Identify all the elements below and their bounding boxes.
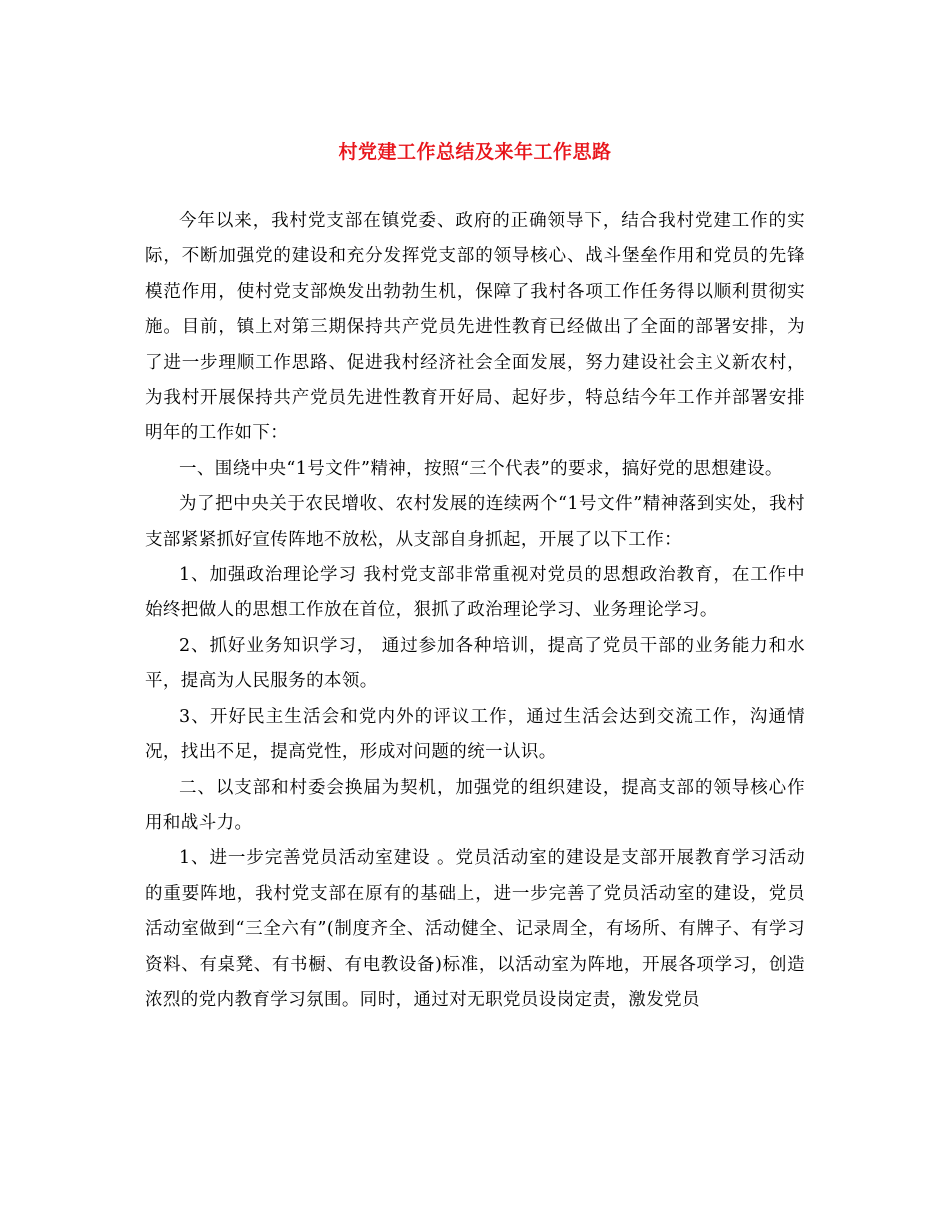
list-item: 1、加强政治理论学习 我村党支部非常重视对党员的思想政治教育，在工作中始终把做人的思想工作放在首位，狠抓了政治理论学习、业务理论学习。 bbox=[145, 565, 805, 621]
document-title: 村党建工作总结及来年工作思路 bbox=[338, 141, 612, 163]
list-item: 3、开好民主生活会和党内外的评议工作，通过生活会达到交流工作，沟通情况，找出不足，提高党性，形成对问题的统一认识。 bbox=[145, 706, 805, 763]
list-item: 1、进一步完善党员活动室建设 。党员活动室的建设是支部开展教育学习活动的重要阵地，我村党支部在原有的基础上，进一步完善了党员活动室的建设，党员活动室做到“三全六有”(制度齐全、活动健全、记录周全，有场所、有牌子、有学习资料、有桌凳、有书橱、有电教设备)标准，以活动室为阵地，开展各项学习，创造浓烈的党内教育学习氛围。同时，通过对无职党员设岗定责，激发党员 bbox=[145, 848, 805, 1010]
section-heading-2: 二、以支部和村委会换届为契机，加强党的组织建设，提高支部的领导核心作用和战斗力。 bbox=[145, 777, 805, 833]
section-heading-1: 一、围绕中央“1号文件”精神，按照“三个代表”的要求，搞好党的思想建设。 bbox=[179, 458, 783, 479]
paragraph-intro: 今年以来，我村党支部在镇党委、政府的正确领导下，结合我村党建工作的实际，不断加强党的建设和充分发挥党支部的领导核心、战斗堡垒作用和党员的先锋模范作用，使村党支部焕发出勃勃生机，保障了我村各项工作任务得以顺利贯彻实施。目前，镇上对第三期保持共产党员先进性教育已经做出了全面的部署安排，为了进一步理顺工作思路、促进我村经济社会全面发展，努力建设社会主义新农村，为我村开展保持共产党员先进性教育开好局、起好步，特总结今年工作并部署安排明年的工作如下： bbox=[145, 211, 805, 444]
document-body bbox=[145, 204, 805, 1018]
paragraph: 为了把中央关于农民增收、农村发展的连续两个“1号文件”精神落到实处，我村支部紧紧抓好宣传阵地不放松，从支部自身抓起，开展了以下工作： bbox=[145, 494, 805, 550]
list-item: 2、抓好业务知识学习， 通过参加各种培训，提高了党员干部的业务能力和水平，提高为人民服务的本领。 bbox=[145, 635, 805, 692]
